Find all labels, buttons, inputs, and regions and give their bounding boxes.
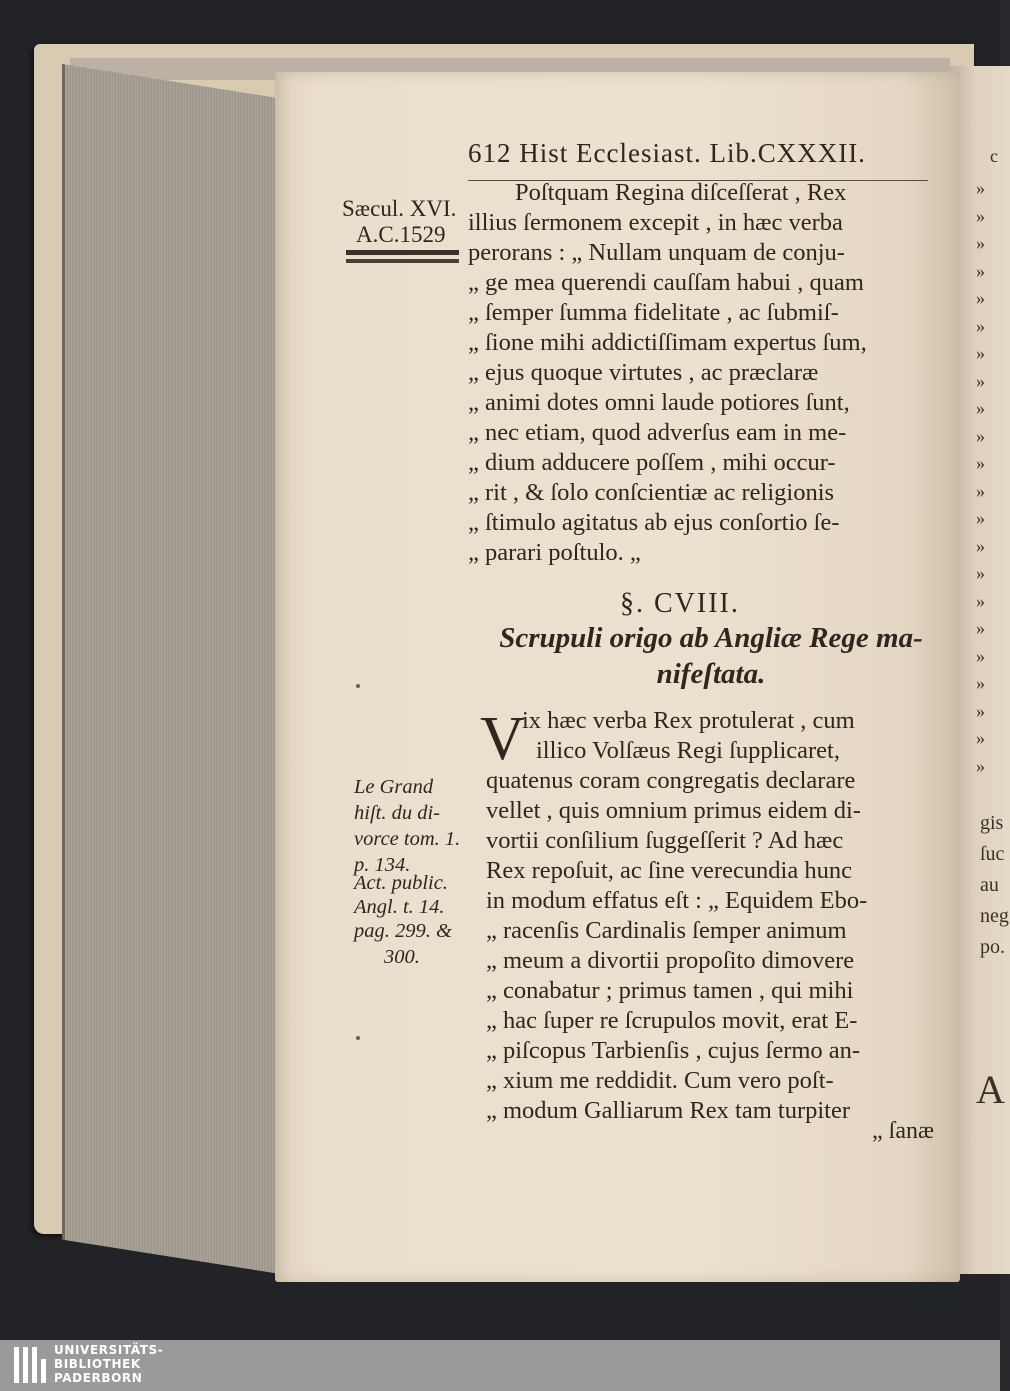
margin-century: Sæcul. XVI. xyxy=(342,196,457,221)
side-note-line: pag. 299. & xyxy=(354,920,452,942)
text-line: „ ſtimulo agitatus ab ejus conſortio ſe- xyxy=(468,509,840,536)
text-line: illico Volſæus Regi ſupplicaret, xyxy=(536,737,840,764)
right-page-quote-mark: » xyxy=(976,618,985,638)
right-page-quote-mark: » xyxy=(976,480,985,501)
right-page-big-letter: A xyxy=(976,1067,1005,1112)
text-line: „ animi dotes omni laude potiores ſunt, xyxy=(468,389,850,416)
running-header: 612 Hist Ecclesiast. Lib.CXXXII. xyxy=(468,138,866,168)
text-line: perorans : „ Nullam unquam de conju- xyxy=(468,239,845,266)
section-title-line-1: Scrupuli origo ab Angliæ Rege ma- xyxy=(499,622,923,654)
right-page-top-letter: c xyxy=(990,146,998,166)
right-page-quote-mark: » xyxy=(976,343,985,363)
paper-speck xyxy=(356,1036,360,1040)
right-page-quote-mark: » xyxy=(976,315,985,336)
side-note-line: hiſt. du di- xyxy=(354,802,440,824)
margin-rule-2 xyxy=(346,259,459,263)
right-page-word-fragment: po. xyxy=(980,936,1005,958)
right-page-quote-mark: » xyxy=(976,755,985,776)
text-line: „ ejus quoque virtutes , ac præclaræ xyxy=(468,359,819,386)
side-note-line: Act. public. xyxy=(354,872,448,894)
right-page-word-fragment: ſuc xyxy=(980,843,1005,865)
text-line: „ nec etiam, quod adverſus eam in me- xyxy=(468,419,847,446)
text-line: „ racenſis Cardinalis ſemper animum xyxy=(486,917,847,944)
library-name-line: UNIVERSITÄTS- xyxy=(54,1343,164,1357)
right-page-quote-mark: » xyxy=(976,590,985,611)
side-note-line: vorce tom. 1. xyxy=(354,828,461,850)
text-line: Rex repoſuit, ac ſine verecundia hunc xyxy=(486,857,852,884)
page-block-edge xyxy=(62,64,293,1276)
text-line: „ piſcopus Tarbienſis , cujus ſermo an- xyxy=(486,1037,861,1064)
text-line: „ ſemper ſumma fidelitate , ac ſubmiſ- xyxy=(468,299,839,326)
section-title-line-2: nifeſtata. xyxy=(656,658,766,690)
right-page-word-fragment: gis xyxy=(980,812,1004,834)
text-line: „ rit , & ſolo conſcientiæ ac religionis xyxy=(468,479,835,506)
right-page-word-fragment: au xyxy=(980,874,999,896)
text-line: „ conabatur ; primus tamen , qui mihi xyxy=(486,977,854,1004)
side-note-line: Le Grand xyxy=(354,776,434,798)
margin-year: A.C.1529 xyxy=(356,222,446,247)
right-page-quote-mark: » xyxy=(976,398,985,418)
text-line: „ parari poſtulo. „ xyxy=(468,539,641,566)
side-note-line: Angl. t. 14. xyxy=(354,896,445,918)
right-page-quote-mark: » xyxy=(976,645,985,666)
right-page-quote-mark: » xyxy=(976,453,985,473)
text-line: „ ge mea querendi cauſſam habui , quam xyxy=(468,269,864,296)
text-line: in modum effatus eſt : „ Equidem Ebo- xyxy=(486,887,868,914)
right-page-quote-mark: » xyxy=(976,178,985,198)
library-name xyxy=(54,1343,163,1385)
text-line: „ hac ſuper re ſcrupulos movit, erat E- xyxy=(486,1007,858,1034)
section-heading: §. CVIII. xyxy=(620,588,740,619)
text-line: illius ſermonem excepit , in hæc verba xyxy=(468,209,843,236)
text-line: ix hæc verba Rex protulerat , cum xyxy=(522,707,855,734)
right-page-quote-mark: » xyxy=(976,563,985,583)
right-page-quote-mark: » xyxy=(976,205,985,226)
margin-rule xyxy=(346,250,459,255)
paper-speck xyxy=(356,684,360,688)
right-page-word-fragment: neg xyxy=(980,905,1009,927)
right-page-quote-mark: » xyxy=(976,260,985,281)
right-page-quote-mark: » xyxy=(976,673,985,693)
right-page-quote-mark: » xyxy=(976,288,985,308)
library-name-line: PADERBORN xyxy=(54,1371,143,1385)
right-page-quote-mark: » xyxy=(976,728,985,748)
drop-cap: V xyxy=(480,705,525,773)
side-note-line: p. 134. xyxy=(354,854,411,876)
text-line: „ ſione mihi addictiſſimam expertus ſum, xyxy=(468,329,867,356)
catchword: „ ſanæ xyxy=(872,1118,934,1144)
right-page-quote-mark: » xyxy=(976,233,985,253)
text-line: vortii conſilium ſuggeſſerit ? Ad hæc xyxy=(486,827,844,854)
text-line: „ xium me reddidit. Cum vero poſt- xyxy=(486,1067,834,1094)
library-name-line: BIBLIOTHEK xyxy=(54,1357,141,1371)
text-line: vellet , quis omnium primus eidem di- xyxy=(486,797,861,824)
side-note-line: 300. xyxy=(384,946,420,968)
text-line: „ meum a divortii propoſito dimovere xyxy=(486,947,855,974)
text-line: „ modum Galliarum Rex tam turpiter xyxy=(486,1097,851,1124)
library-logo-icon xyxy=(12,1345,48,1385)
text-line: Poſtquam Regina diſceſſerat , Rex xyxy=(515,179,847,206)
right-page-quote-mark: » xyxy=(976,700,985,721)
right-page-quote-mark: » xyxy=(976,370,985,391)
text-line: quatenus coram congregatis declarare xyxy=(486,767,856,794)
right-page-quote-mark: » xyxy=(976,425,985,446)
right-page-quote-mark: » xyxy=(976,535,985,556)
right-page-quote-mark: » xyxy=(976,508,985,528)
text-line: „ dium adducere poſſem , mihi occur- xyxy=(468,449,836,476)
